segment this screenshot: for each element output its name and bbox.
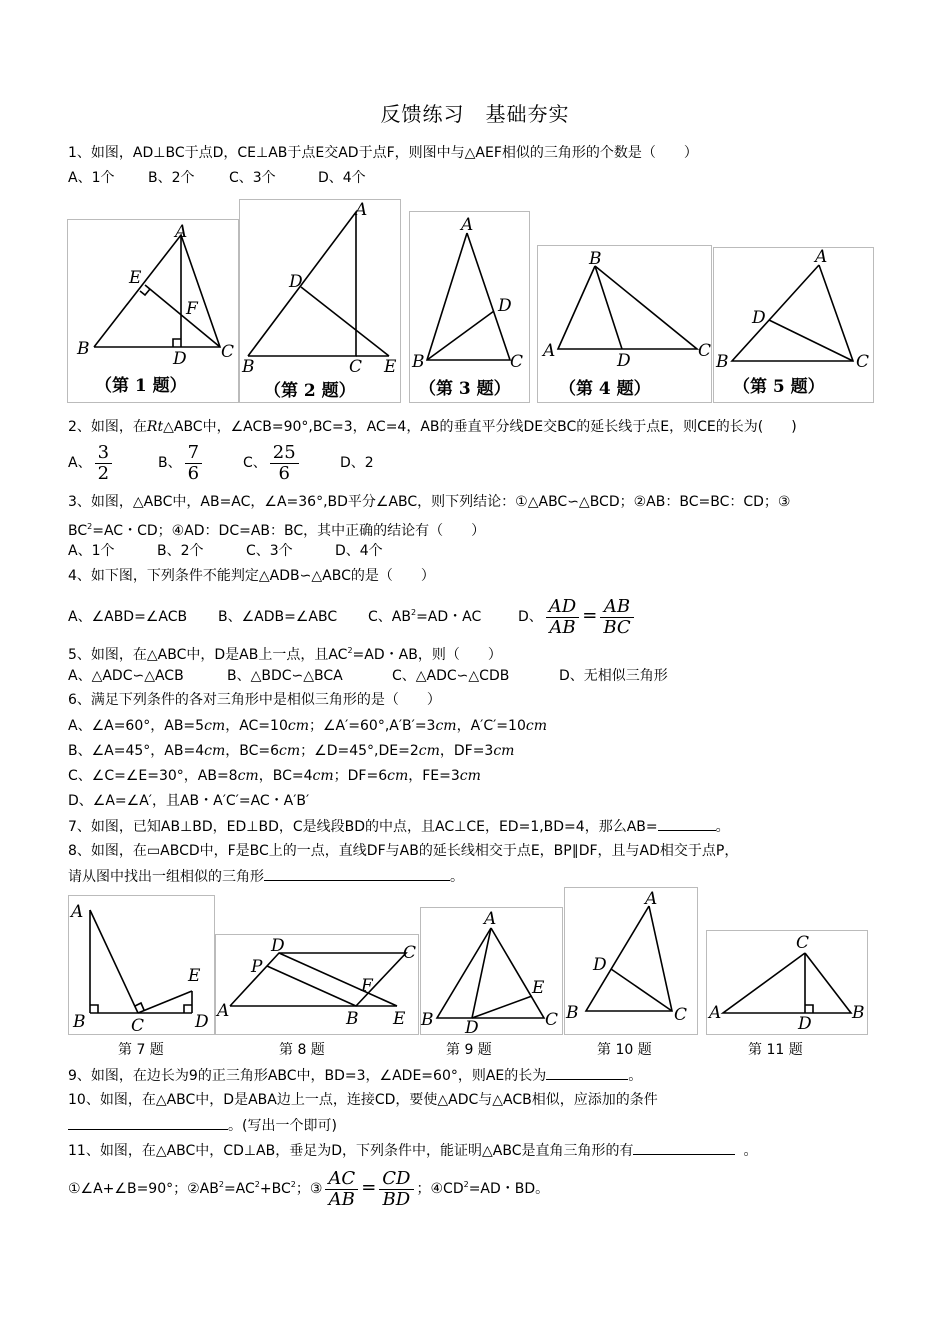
fig4-label-a: A — [543, 341, 556, 361]
figure-2 — [239, 199, 401, 403]
q7-answer-blank[interactable] — [658, 816, 716, 831]
q2-text-a: 2、如图，在 — [68, 419, 147, 435]
q6-option-a — [68, 716, 547, 736]
q6-a-unit-3: cm — [435, 718, 457, 734]
question-6: 6、满足下列条件的各对三角形中是相似三角形的是（ ） — [68, 692, 441, 708]
q11-f1-den: AB — [328, 1188, 355, 1210]
question-1: 1、如图，AD⊥BC于点D，CE⊥AB于点E交AD于点F，则图中与△AEF相似的三角形的个数是（ ） — [68, 145, 698, 161]
q9-text: 9、如图，在边长为9的正三角形ABC中，BD=3，∠ADE=60°，则AE的长为 — [68, 1068, 547, 1084]
fig1-label-d: D — [173, 349, 187, 369]
question-9 — [68, 1065, 642, 1086]
fig11-label-b: B — [852, 1003, 865, 1023]
q11-c4-sup: 2 — [463, 1180, 469, 1189]
question-1-options — [68, 168, 366, 188]
fig8-label-a: A — [217, 1001, 230, 1021]
fig3-label-c: C — [510, 352, 524, 372]
fig7-label-b: B — [73, 1012, 86, 1032]
q3-line2-rest: =AC・CD；④AD：DC=AB：BC，其中正确的结论有（ ） — [92, 523, 486, 539]
question-8-line-1: 8、如图，在▭ABCD中，F是BC上的一点，直线DF与AB的延长线相交于点E，BP∥DF，且与AD相交于点P， — [68, 843, 739, 859]
q6-c-unit-4: cm — [459, 768, 481, 784]
q4-option-d — [518, 593, 637, 640]
q2-b-den: 6 — [187, 462, 200, 484]
fig1-label-e: E — [129, 268, 142, 288]
q2-opt-a-label: A、 — [68, 455, 92, 471]
fig7-label-d: D — [195, 1012, 209, 1032]
q6-b-4: ，DF=3 — [439, 743, 494, 759]
q2-rt: Rt — [146, 419, 164, 435]
fig8-caption: 第 8 题 — [279, 1042, 325, 1058]
figure-11 — [706, 930, 868, 1035]
fig4-caption: （第 4 题） — [559, 379, 651, 399]
q4-d-rden: BC — [603, 616, 631, 638]
question-4-options — [68, 590, 637, 640]
q2-a-den: 2 — [97, 462, 110, 484]
q3-option-b: B、2个 — [157, 543, 204, 559]
q6-b-2: ，BC=6 — [225, 743, 280, 759]
q1-option-d: D、4个 — [318, 170, 366, 186]
q11-c1-d: ；③ — [295, 1181, 323, 1197]
fig5-caption: （第 5 题） — [733, 377, 825, 397]
question-7 — [68, 816, 730, 837]
fig5-label-d: D — [752, 308, 766, 328]
fig2-label-b: B — [242, 357, 255, 377]
q2-c-num: 25 — [270, 443, 299, 464]
fig8-label-f: F — [361, 976, 373, 996]
q5-text-b: =AD・AB，则（ ） — [352, 647, 502, 663]
q11-c1-b: =AC — [223, 1181, 255, 1197]
q6-option-c — [68, 766, 481, 786]
q6-c-1: C、∠C=∠E=30°，AB=8 — [68, 768, 238, 784]
page-title: 反馈练习 基础夯实 — [380, 102, 570, 126]
q7-text: 7、如图，已知AB⊥BD，ED⊥BD，C是线段BD的中点，且AC⊥CE，ED=1,BD=4，那么AB= — [68, 819, 658, 835]
q6-a-4: ，A′C′=10 — [456, 718, 526, 734]
fig10-label-c: C — [674, 1005, 688, 1025]
fig4-label-d: D — [617, 351, 631, 371]
q2-b-num: 7 — [185, 443, 202, 464]
fig8-label-d: D — [271, 936, 285, 956]
fig1-label-f: F — [186, 299, 198, 319]
q6-option-d: D、∠A=∠A′，且AB・A′C′=AC・A′B′ — [68, 793, 310, 809]
fig8-label-p: P — [251, 957, 263, 977]
q2-option-d: D、2 — [340, 455, 374, 471]
q2-opt-c-label: C、 — [243, 455, 267, 471]
question-3-options — [68, 541, 383, 561]
q6-b-1: B、∠A=45°，AB=4 — [68, 743, 205, 759]
q4-option-b: B、∠ADB=∠ABC — [218, 609, 338, 625]
q11-c4: ；④CD — [416, 1181, 464, 1197]
fig8-label-b: B — [346, 1009, 359, 1029]
q6-a-unit-2: cm — [287, 718, 309, 734]
fig10-label-b: B — [566, 1003, 579, 1023]
q6-c-3: ；DF=6 — [333, 768, 388, 784]
q5-option-d: D、无相似三角形 — [559, 668, 668, 684]
question-8-line-2 — [68, 866, 464, 887]
q8-answer-blank[interactable] — [264, 866, 450, 881]
fig1-label-b: B — [77, 339, 90, 359]
fig7-label-e: E — [188, 966, 201, 986]
q1-option-b: B、2个 — [148, 170, 195, 186]
q2-a-num: 3 — [95, 443, 112, 464]
fig3-label-b: B — [412, 352, 425, 372]
fig7-caption: 第 7 题 — [118, 1042, 164, 1058]
q5-option-c: C、△ADC∽△CDB — [392, 668, 510, 684]
q2-option-b — [158, 438, 243, 488]
q11-f2-den: BD — [382, 1188, 411, 1210]
q9-end: 。 — [628, 1068, 643, 1084]
question-11-conditions — [68, 1160, 549, 1214]
q2-text-b: △ABC中，∠ACB=90°,BC=3，AC=4，AB的垂直平分线DE交BC的延长线于点E，则CE的长为( ) — [163, 419, 797, 435]
q4-d-rnum: AB — [600, 597, 633, 618]
q6-a-2: ，AC=10 — [225, 718, 288, 734]
fig11-label-d: D — [798, 1014, 812, 1034]
q2-option-c — [243, 438, 340, 488]
q4-option-a: A、∠ABD=∠ACB — [68, 609, 188, 625]
question-10-line-1: 10、如图，在△ABC中，D是ABA边上一点，连接CD，要使△ADC与△ACB相似，应添加的条件 — [68, 1092, 658, 1108]
fig5-label-a: A — [815, 247, 828, 267]
q11-c1-sup: 2 — [218, 1180, 224, 1189]
q9-answer-blank[interactable] — [546, 1065, 628, 1080]
q4-frac-left — [546, 597, 579, 638]
question-3-line-2 — [68, 517, 485, 541]
q6-c-4: ，FE=3 — [408, 768, 460, 784]
question-10-line-2 — [68, 1115, 337, 1136]
fig9-label-c: C — [545, 1010, 559, 1030]
q6-c-2: ，BC=4 — [258, 768, 313, 784]
fig1-label-c: C — [221, 342, 235, 362]
fig2-label-d: D — [289, 272, 303, 292]
q3-bc: BC — [68, 523, 88, 539]
question-5-options — [68, 666, 668, 686]
fig1-label-a: A — [175, 222, 188, 242]
fig9-label-e: E — [532, 978, 545, 998]
q2-option-a — [68, 438, 158, 488]
q10-end: 。(写出一个即可) — [228, 1118, 337, 1134]
q4-d-lden: AB — [549, 616, 576, 638]
fig9-caption: 第 9 题 — [446, 1042, 492, 1058]
q2-opt-b-label: B、 — [158, 455, 182, 471]
q3-sup: 2 — [87, 522, 93, 531]
q8-text: 请从图中找出一组相似的三角形 — [68, 869, 264, 885]
fig11-label-a: A — [709, 1003, 722, 1023]
q5-option-a: A、△ADC∽△ACB — [68, 668, 184, 684]
q6-b-unit-3: cm — [418, 743, 440, 759]
fig8-label-c: C — [403, 943, 417, 963]
q2-c-den: 6 — [278, 462, 290, 484]
fig9-label-b: B — [421, 1010, 434, 1030]
fig2-label-c: C — [349, 357, 363, 377]
q8-end: 。 — [450, 869, 464, 885]
q6-option-b — [68, 741, 514, 761]
q5-sup: 2 — [347, 646, 353, 655]
q4-frac-right — [600, 597, 633, 638]
q11-c1-c: +BC — [259, 1181, 291, 1197]
fig7-label-a: A — [71, 902, 84, 922]
q6-b-3: ；∠D=45°,DE=2 — [300, 743, 419, 759]
fig1-caption: （第 1 题） — [95, 376, 187, 396]
q6-a-unit-1: cm — [204, 718, 226, 734]
fig9-label-d: D — [465, 1018, 479, 1035]
fig3-label-d: D — [498, 296, 512, 316]
fig2-label-a: A — [355, 200, 368, 220]
q4-option-c — [368, 590, 518, 640]
question-3-line-1: 3、如图，△ABC中，AB=AC，∠A=36°,BD平分∠ABC，则下列结论：①△ABC∽△BCD；②AB：BC=BC：CD；③ — [68, 494, 791, 510]
q7-end: 。 — [715, 819, 730, 835]
q11-c1-sup3: 2 — [290, 1180, 296, 1189]
fig7-label-c: C — [131, 1016, 145, 1035]
q2-frac-c — [270, 443, 299, 484]
question-5 — [68, 641, 502, 665]
q11-f2-num: CD — [379, 1169, 413, 1190]
q6-c-unit-3: cm — [387, 768, 409, 784]
q4-c-a: C、AB — [368, 609, 411, 625]
fig10-caption: 第 10 题 — [597, 1042, 652, 1058]
fig10-label-d: D — [593, 955, 607, 975]
q6-a-unit-4: cm — [525, 718, 547, 734]
q3-option-d: D、4个 — [335, 543, 383, 559]
q6-b-unit-2: cm — [279, 743, 301, 759]
fig4-label-c: C — [698, 341, 712, 361]
figure-9 — [420, 907, 563, 1035]
q11-c1: ①∠A+∠B=90°；②AB — [68, 1181, 219, 1197]
fig11-label-c: C — [796, 933, 810, 953]
question-11 — [68, 1140, 757, 1161]
figure-1 — [67, 219, 239, 403]
q1-option-c: C、3个 — [229, 170, 276, 186]
fig8-label-e: E — [393, 1009, 406, 1029]
q6-c-unit-2: cm — [312, 768, 334, 784]
figure-3 — [409, 211, 530, 403]
q4-d-eq: = — [582, 605, 598, 626]
q3-option-c: C、3个 — [246, 543, 293, 559]
q11-frac-1 — [325, 1169, 358, 1210]
fig4-label-b: B — [589, 249, 602, 269]
q3-option-a: A、1个 — [68, 543, 115, 559]
q11-c4-b: =AD・BD。 — [468, 1181, 550, 1197]
q6-a-1: A、∠A=60°，AB=5 — [68, 718, 205, 734]
question-2 — [68, 417, 797, 437]
q6-c-unit-1: cm — [237, 768, 259, 784]
q4-c-sup: 2 — [410, 608, 417, 617]
q4-d-label: D、 — [518, 609, 543, 625]
fig11-caption: 第 11 题 — [748, 1042, 803, 1058]
fig9-label-a: A — [484, 909, 497, 929]
figure-10 — [564, 887, 698, 1035]
q2-frac-b — [185, 443, 202, 484]
q6-a-3: ；∠A′=60°,A′B′=3 — [308, 718, 436, 734]
question-2-options — [68, 438, 374, 488]
fig10-label-a: A — [645, 889, 658, 909]
question-4: 4、如下图，下列条件不能判定△ADB∽△ABC的是（ ） — [68, 568, 435, 584]
fig2-caption: （第 2 题） — [264, 381, 356, 401]
q10-answer-blank[interactable] — [68, 1115, 228, 1130]
fig3-label-a: A — [461, 215, 474, 235]
fig5-label-c: C — [856, 352, 870, 372]
q11-f1-num: AC — [325, 1169, 358, 1190]
figure-5 — [713, 247, 874, 403]
q4-c-b: =AD・AC — [416, 609, 482, 625]
q11-c1-sup2: 2 — [254, 1180, 260, 1189]
q5-text-a: 5、如图，在△ABC中，D是AB上一点，且AC — [68, 647, 348, 663]
q4-d-lnum: AD — [546, 597, 579, 618]
fig2-label-e: E — [384, 357, 397, 377]
q6-b-unit-4: cm — [493, 743, 515, 759]
fig5-label-b: B — [716, 352, 729, 372]
q1-option-a: A、1个 — [68, 170, 115, 186]
q6-b-unit-1: cm — [204, 743, 226, 759]
q11-frac-2 — [379, 1169, 413, 1210]
figure-4 — [537, 245, 712, 403]
figure-7 — [68, 895, 215, 1035]
q11-eq: = — [361, 1177, 377, 1198]
q5-option-b: B、△BDC∽△BCA — [227, 668, 343, 684]
q11-text: 11、如图，在△ABC中，CD⊥AB，垂足为D，下列条件中，能证明△ABC是直角三角形的有 — [68, 1143, 634, 1159]
q11-end: 。 — [743, 1143, 758, 1159]
q11-answer-blank[interactable] — [633, 1140, 735, 1155]
figure-8 — [215, 934, 419, 1035]
fig3-caption: （第 3 题） — [419, 379, 511, 399]
q2-frac-a — [95, 443, 112, 484]
